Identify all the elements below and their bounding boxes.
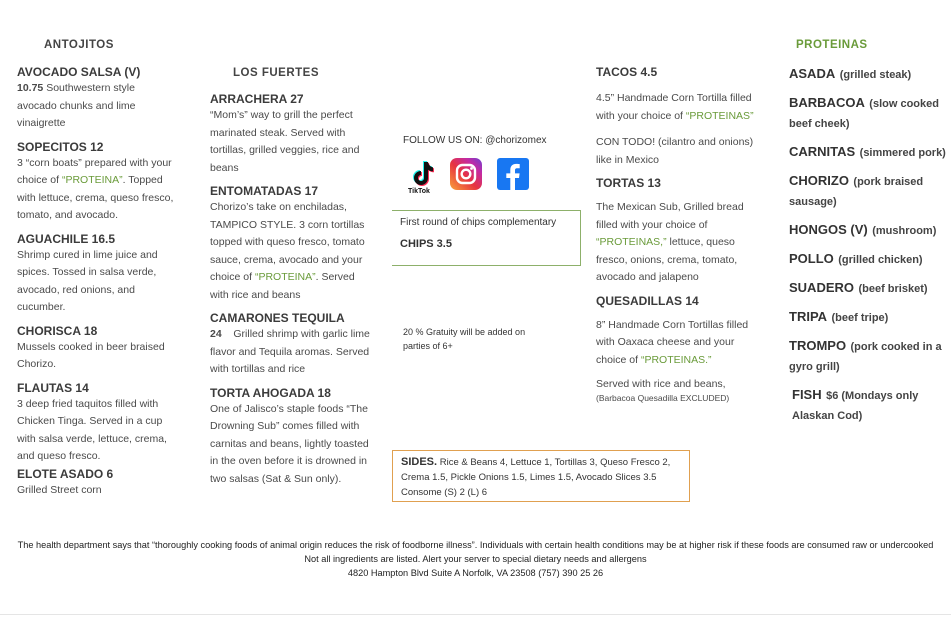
item-description bbox=[210, 199, 370, 304]
protein-name: HONGOS (V) bbox=[789, 222, 868, 237]
address: 4820 Hampton Blvd Suite A Norfolk, VA 23508 (757) 390 25 26 bbox=[347, 568, 604, 578]
protein-highlight: “PROTEINA” bbox=[61, 174, 123, 186]
sides-label: SIDES. bbox=[401, 456, 438, 468]
item-description-extra: CON TODO! (cilantro and onions) like in Mexico bbox=[596, 136, 754, 166]
item-description bbox=[596, 90, 756, 125]
menu-item bbox=[210, 385, 370, 489]
facebook-icon[interactable] bbox=[497, 158, 529, 190]
proteinas-column bbox=[789, 64, 951, 434]
desc-part: 3 “corn boats” prepared with your choice of bbox=[17, 156, 172, 186]
sides-text: Rice & Beans 4, Lettuce 1, Tortillas 3, Queso Fresco 2, Crema 1.5, Pickle Onions 1.5, Limes 1.5, Avocado Slices 3.5 Consome (S) 2 (L) 6 bbox=[401, 457, 671, 498]
antojitos-column bbox=[17, 64, 175, 505]
item-name: ENTOMATADAS 17 bbox=[210, 184, 319, 198]
item-name: ELOTE ASADO 6 bbox=[17, 466, 114, 481]
item-name: CAMARONES TEQUILA bbox=[210, 311, 345, 325]
protein-desc: (slow cooked beef cheek) bbox=[789, 98, 939, 130]
item-name: AGUACHILE 16.5 bbox=[17, 231, 116, 246]
protein-desc: (grilled chicken) bbox=[838, 254, 923, 266]
fuertes-column bbox=[210, 91, 370, 494]
item-desc-text: Southwestern style avocado chunks and lime vinaigrette bbox=[17, 82, 136, 129]
menu-item bbox=[17, 323, 175, 374]
item-price: 10.75 bbox=[17, 82, 44, 94]
item-name: FLAUTAS 14 bbox=[17, 380, 89, 395]
gratuity-note: 20 % Gratuity will be added on parties of 6+ bbox=[403, 327, 526, 351]
menu-item bbox=[17, 139, 175, 225]
protein-highlight: “PROTEINAS” bbox=[685, 109, 754, 122]
protein-name: CARNITAS bbox=[789, 144, 856, 159]
desc-part: Grilled shrimp with garlic lime flavor and Tequila aromas. Served with tortillas and rice bbox=[210, 328, 370, 375]
item-price: 24 bbox=[210, 328, 222, 340]
item-name: ARRACHERA 27 bbox=[210, 92, 304, 106]
item-name: QUESADILLAS 14 bbox=[596, 293, 699, 308]
chips-note: First round of chips complementary bbox=[400, 217, 557, 228]
item-description: 3 deep fried taquitos filled with Chicken Tinga. Served in a cup with salsa verde, lettuce, crema, and queso fresco. bbox=[17, 397, 167, 462]
protein-highlight: “PROTEINAS.” bbox=[640, 353, 712, 366]
item-note: (Barbacoa Quesadilla EXCLUDED) bbox=[596, 393, 730, 403]
tiktok-icon[interactable] bbox=[406, 158, 438, 190]
protein-item bbox=[789, 249, 951, 270]
menu-item bbox=[17, 64, 175, 133]
footer bbox=[0, 538, 951, 580]
protein-highlight: “PROTEINA” bbox=[254, 271, 316, 283]
protein-item bbox=[789, 171, 951, 212]
chips-price: CHIPS 3.5 bbox=[400, 238, 452, 250]
item-description: “Mom’s” way to grill the perfect marinated steak. Served with tortillas, grilled veggies, rice and beans bbox=[210, 109, 360, 174]
protein-name: TRIPA bbox=[789, 309, 828, 324]
divider bbox=[0, 614, 951, 615]
antojitos-title: ANTOJITOS bbox=[44, 39, 114, 51]
item-description bbox=[17, 80, 175, 133]
protein-name: CHORIZO bbox=[789, 173, 849, 188]
menu-item bbox=[210, 310, 370, 379]
item-name: TORTAS 13 bbox=[596, 176, 661, 190]
protein-item bbox=[789, 220, 951, 241]
protein-name: SUADERO bbox=[789, 280, 855, 295]
protein-name: BARBACOA bbox=[789, 95, 865, 110]
desc-part: 4.5” Handmade Corn Tortilla filled with your choice of bbox=[596, 92, 752, 122]
item-description: One of Jalisco’s staple foods “The Drowning Sub” comes filled with carnitas and beans, lightly toasted in the oven before it is drowned in two salsas (Sat & Sun only). bbox=[210, 402, 369, 485]
item-description bbox=[596, 317, 756, 370]
protein-item bbox=[789, 64, 951, 85]
desc-part: . Topped with lettuce, crema, queso fresco, tomato, and avocado. bbox=[17, 174, 174, 221]
protein-desc: $6 (Mondays only Alaskan Cod) bbox=[792, 390, 919, 422]
health-disclaimer: The health department says that “thoroughly cooking foods of animal origin reduces the risk of foodborne illness”. Individuals with certain health conditions may be at higher risk if these foods are consumed raw or undercooked Not all ingredients are listed. Alert your server to special dietary needs and allergens bbox=[17, 540, 934, 564]
menu-item bbox=[596, 64, 756, 169]
item-name: CHORISCA 18 bbox=[17, 323, 98, 338]
chips-box bbox=[392, 210, 581, 266]
protein-item bbox=[789, 142, 951, 163]
tacos-column bbox=[596, 64, 756, 411]
menu-item bbox=[17, 231, 175, 317]
menu-item bbox=[17, 466, 175, 500]
protein-item bbox=[789, 336, 951, 377]
protein-desc: (simmered pork) bbox=[859, 147, 946, 159]
menu-item bbox=[596, 293, 756, 406]
item-name: AVOCADO SALSA (V) bbox=[17, 65, 141, 79]
sides-box bbox=[392, 450, 690, 502]
menu-item bbox=[210, 91, 370, 177]
item-description bbox=[210, 326, 370, 379]
item-name: SOPECITOS 12 bbox=[17, 139, 104, 154]
desc-part: 8” Handmade Corn Tortillas filled with Oaxaca cheese and your choice of bbox=[596, 318, 749, 366]
protein-desc: (beef tripe) bbox=[831, 312, 889, 324]
protein-desc: (pork braised sausage) bbox=[789, 176, 924, 208]
item-name: TORTA AHOGADA 18 bbox=[210, 385, 331, 400]
menu-item bbox=[17, 380, 175, 466]
protein-name: FISH bbox=[792, 387, 822, 402]
protein-name: TROMPO bbox=[789, 338, 847, 353]
item-description: Mussels cooked in beer braised Chorizo. bbox=[17, 340, 165, 370]
menu-item bbox=[596, 175, 756, 287]
menu-item bbox=[210, 183, 370, 304]
item-description: Shrimp cured in lime juice and spices. Tossed in salsa verde, avocado, red onions, and cucumber. bbox=[17, 248, 158, 313]
desc-part: lettuce, queso fresco, onions, crema, tomato, avocado and jalapeno bbox=[596, 236, 738, 283]
item-description-extra: Served with rice and beans, bbox=[596, 378, 726, 390]
item-description: Grilled Street corn bbox=[17, 483, 102, 496]
instagram-icon[interactable] bbox=[450, 158, 482, 190]
desc-part: . Served with rice and beans bbox=[210, 271, 355, 301]
protein-item bbox=[789, 307, 951, 328]
item-description bbox=[17, 155, 175, 225]
proteinas-title: PROTEINAS bbox=[796, 39, 868, 51]
protein-item bbox=[789, 93, 951, 134]
protein-name: POLLO bbox=[789, 251, 834, 266]
follow-us-text: FOLLOW US ON: @chorizomex bbox=[403, 135, 547, 146]
desc-part: Chorizo’s take on enchiladas, TAMPICO STYLE. 3 corn tortillas topped with queso fresco, tomato sauce, crema, avocado and your choice of bbox=[210, 201, 365, 283]
protein-desc: (beef brisket) bbox=[858, 283, 928, 295]
item-name: TACOS 4.5 bbox=[596, 65, 658, 79]
item-description bbox=[596, 199, 756, 287]
protein-highlight: “PROTEINAS,” bbox=[596, 236, 667, 248]
protein-desc: (grilled steak) bbox=[839, 69, 912, 81]
tiktok-label: TikTok bbox=[408, 188, 430, 195]
protein-item bbox=[789, 278, 951, 299]
protein-item bbox=[789, 385, 951, 426]
protein-desc: (pork cooked in a gyro grill) bbox=[789, 341, 942, 373]
desc-part: The Mexican Sub, Grilled bread filled with your choice of bbox=[596, 201, 744, 231]
fuertes-title: LOS FUERTES bbox=[233, 67, 320, 79]
protein-name: ASADA bbox=[789, 66, 836, 81]
protein-desc: (mushroom) bbox=[872, 225, 937, 237]
